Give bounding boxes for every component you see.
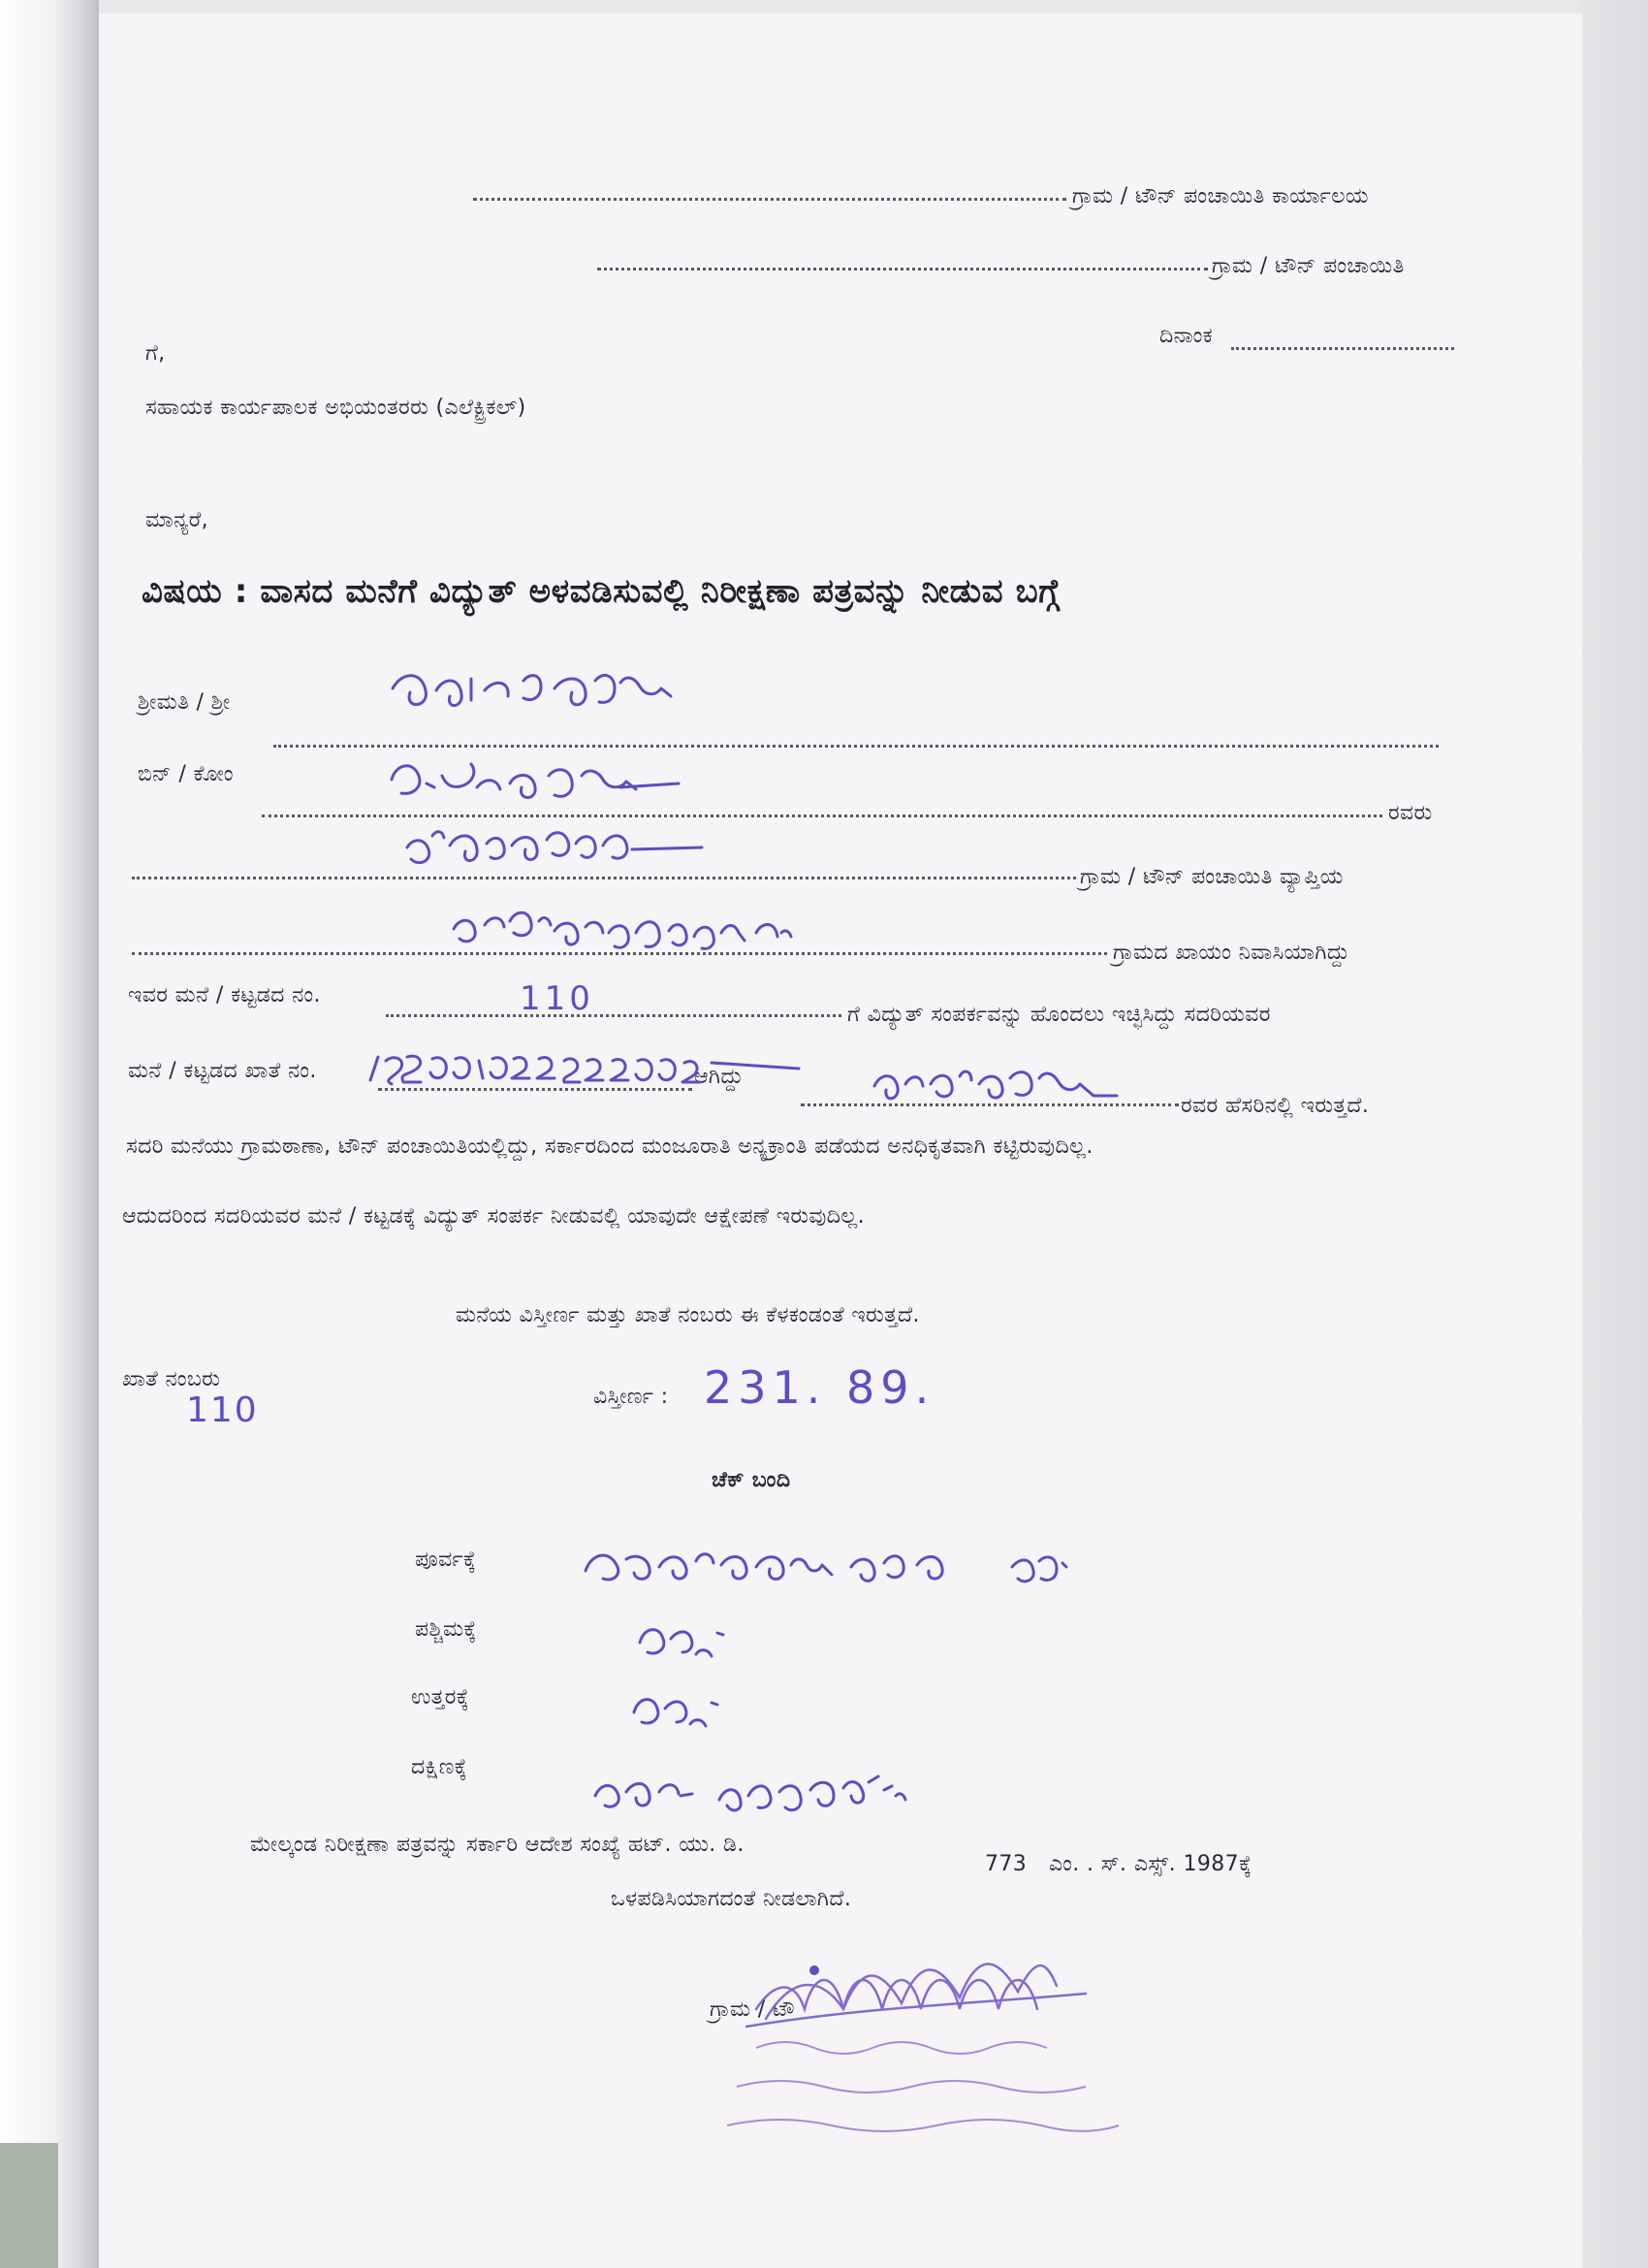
handwritten-south-boundary [595, 1776, 905, 1810]
north-label: ಉತ್ತರಕ್ಕೆ [411, 1685, 470, 1709]
name-label: ಶ್ರೀಮತಿ / ಶ್ರೀ [138, 690, 231, 715]
date-label: ದಿನಾಂಕ [1159, 324, 1214, 348]
khata-label: ಮನೆ / ಕಟ್ಟಡದ ಖಾತೆ ನಂ. [128, 1059, 317, 1083]
south-label: ದಕ್ಷಿಣಕ್ಕೆ [411, 1755, 467, 1779]
handwritten-khata-number [370, 1056, 799, 1084]
subject-line: ವಿಷಯ : ವಾಸದ ಮನೆಗೆ ವಿದ್ಯುತ್ ಅಳವಡಿಸುವಲ್ಲಿ ನಿರೀಕ್ಷಣಾ ಪತ್ರವನ್ನು ನೀಡುವ ಬಗ್ಗೆ [142, 572, 1061, 611]
to-label: ಗೆ, [145, 341, 166, 366]
handwritten-west-boundary [640, 1630, 723, 1656]
footer-line-1-start: ಮೇಲ್ಕಂಡ ನಿರೀಕ್ಷಣಾ ಪತ್ರವನ್ನು ಸರ್ಕಾರಿ ಆದೇಶ ಸಂಖ್ಯೆ ಹಟ್. ಯು. ಡಿ. [250, 1833, 745, 1857]
house-no-suffix: ಗೆ ವಿದ್ಯುತ್ ಸಂಪರ್ಕವನ್ನು ಹೊಂದಲು ಇಚ್ಛಿಸಿದ್ದು ಸದರಿಯವರ [847, 1003, 1271, 1027]
office-line: ಗ್ರಾಮ / ಟೌನ್ ಪಂಚಾಯಿತಿ ಕಾರ್ಯಾಲಯ [1072, 184, 1369, 208]
footer-line-2: ಒಳಪಡಿಸಿಯಾಗದಂತೆ ನೀಡಲಾಗಿದೆ. [611, 1887, 852, 1911]
east-label: ಪೂರ್ವಕ್ಕೆ [415, 1548, 477, 1572]
handwritten-village-name [407, 832, 702, 863]
resident-suffix: ಗ್ರಾಮದ ಖಾಯಂ ನಿವಾಸಿಯಾಗಿದ್ದು [1113, 941, 1350, 965]
agiddu-label: ಆಗಿದ್ದು [694, 1065, 744, 1089]
body-paragraph-3: ಮನೆಯ ವಿಸ್ತೀರ್ಣ ಮತ್ತು ಖಾತೆ ನಂಬರು ಈ ಕೆಳಕಂಡಂತೆ ಇರುತ್ತದೆ. [456, 1303, 920, 1327]
panchayat-line: ಗ್ರಾಮ / ಟೌನ್ ಪಂಚಾಯಿತಿ [1212, 254, 1405, 278]
handwritten-resident-village [454, 912, 791, 948]
handwritten-owner-name [874, 1071, 1117, 1099]
salutation: ಮಾನ್ಯರೆ, [145, 508, 209, 532]
relation-label: ಬಿನ್ / ಕೋಂ [138, 762, 234, 786]
handwritten-east-boundary [586, 1554, 1066, 1581]
signature-and-seal [717, 1951, 1163, 2164]
handwritten-relation-name [392, 764, 679, 798]
signature-mark [746, 1964, 1086, 2027]
signatory-designation: ಗ್ರಾಮ / ಟೌ [710, 1997, 795, 2022]
west-label: ಪಶ್ಚಿಮಕ್ಕೆ [415, 1617, 477, 1642]
area-suffix: ಗ್ರಾಮ / ಟೌನ್ ಪಂಚಾಯಿತಿ ವ್ಯಾಪ್ತಿಯ [1080, 865, 1344, 889]
handwritten-name [393, 675, 671, 705]
area-label: ವಿಸ್ತೀರ್ಣ : [593, 1385, 669, 1409]
ravaru-label: ರವರು [1388, 801, 1433, 825]
area-value: 231. 89. [704, 1361, 935, 1414]
boundaries-title: ಚೆಕ್ ಬಂದಿ [712, 1468, 791, 1492]
ink-dot [809, 1965, 819, 1975]
body-paragraph-1: ಸದರಿ ಮನೆಯು ಗ್ರಾಮಠಾಣಾ, ಟೌನ್ ಪಂಚಾಯಿತಿಯಲ್ಲಿದ್ದು, ಸರ್ಕಾರದಿಂದ ಮಂಜೂರಾತಿ ಅನ್ಯಕ್ರಾಂತಿ ಪಡೆಯದ ಅನಧಿಕೃತವಾಗಿ ಕಟ್ಟಿರುವುದಿಲ್ಲ. [126, 1134, 1093, 1159]
footer-line-1-end: ಎಂ. . ಸ್. ಎಸ್ಸ್. 1987ಕ್ಕೆ [1049, 1852, 1252, 1876]
khata-no-label: ಖಾತೆ ನಂಬರು [122, 1367, 221, 1391]
addressee-officer: ಸಹಾಯಕ ಕಾರ್ಯಪಾಲಕ ಅಭಿಯಂತರರು (ಎಲೆಕ್ಟ್ರಿಕಲ್) [145, 396, 526, 420]
handwritten-house-no: 110 [520, 979, 594, 1018]
footer-order-no: 773 [985, 1852, 1028, 1876]
owner-suffix: ರವರ ಹೆಸರಿನಲ್ಲಿ ಇರುತ್ತದೆ. [1181, 1094, 1370, 1118]
handwritten-north-boundary [634, 1700, 717, 1726]
body-paragraph-2: ಆದುದರಿಂದ ಸದರಿಯವರ ಮನೆ / ಕಟ್ಟಡಕ್ಕೆ ವಿದ್ಯುತ್ ಸಂಪರ್ಕ ನೀಡುವಲ್ಲಿ ಯಾವುದೇ ಆಕ್ಷೇಪಣೆ ಇರುವುದಿಲ್ಲ. [122, 1204, 866, 1229]
official-seal [727, 2042, 1119, 2131]
house-no-label: ಇವರ ಮನೆ / ಕಟ್ಟಡದ ನಂ. [128, 983, 321, 1007]
khata-no-value: 110 [186, 1390, 259, 1430]
